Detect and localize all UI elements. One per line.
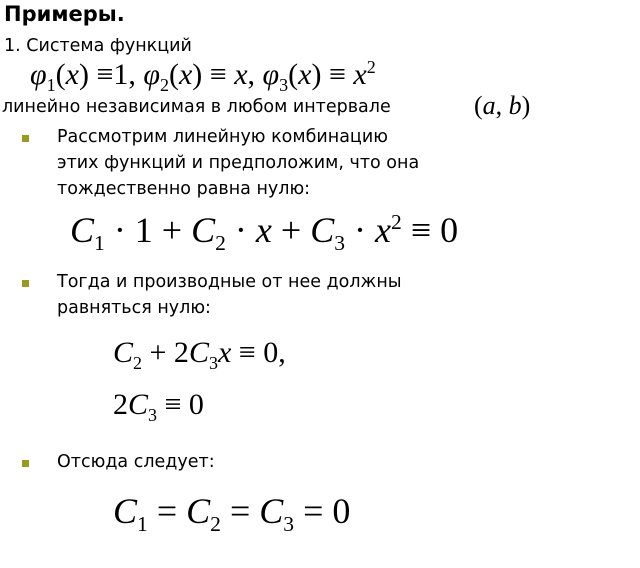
bullet-3-line-1: Отсюда следует: <box>57 452 215 472</box>
bullet-2-line-2: равняться нулю: <box>57 298 211 318</box>
derivative-formula-2: $2C_3 \equiv 0$ <box>113 388 204 425</box>
interval-formula: (a, b) <box>474 91 531 120</box>
bullet-2-line-1: Тогда и производные от нее должны <box>57 272 402 292</box>
linear-combination-formula: $C_1 \cdot 1 + C_2 \cdot x + C_3 \cdot x^2 \equiv 0$ <box>70 210 459 256</box>
bullet-1-line-2: этих функций и предположим, что она <box>57 153 420 173</box>
item1-continuation: линейно независимая в любом интервале <box>2 97 391 117</box>
function-system-formula: $\varphi_1(x) \equiv 1$, $\varphi_2(x) \equiv x$, $\varphi_3(x) \equiv x^2$ <box>30 57 376 95</box>
bullet-marker <box>22 460 29 467</box>
bullet-marker <box>22 135 29 142</box>
bullet-1-line-3: тождественно равна нулю: <box>57 179 311 199</box>
derivative-formula-1: $C_2 + 2C_3x \equiv 0$, <box>113 336 286 373</box>
page-title: Примеры. <box>4 2 125 26</box>
conclusion-formula: $C_1 = C_2 = C_3 = 0$ <box>113 491 351 537</box>
item1-intro: 1. Система функций <box>4 36 192 56</box>
bullet-marker <box>22 280 29 287</box>
bullet-1-line-1: Рассмотрим линейную комбинацию <box>57 127 388 147</box>
